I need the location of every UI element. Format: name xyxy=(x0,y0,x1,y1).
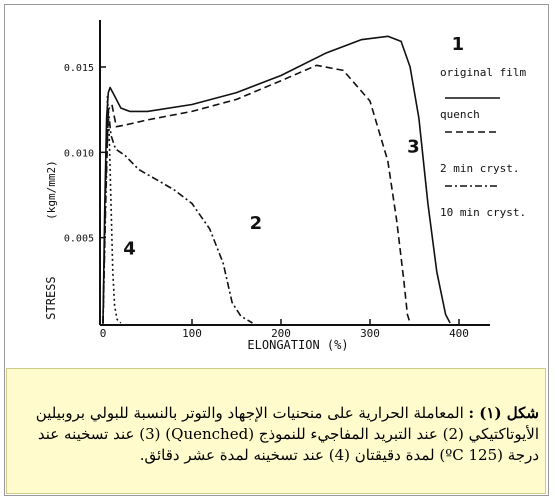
caption-body: المعاملة الحرارية على منحنيات الإجهاد والتوتر بالنسبة للبولي بروبيلين الأيوتاكتيكي (2) عند التبريد المفاجيء للنموذج (Quenched) (3) عند تسخينه عند درجة (125 ºC) لمدة دقيقتان (4) عند تسخينه لمدة عشر دقائق. xyxy=(35,404,539,464)
y-tick-label: 0.005 xyxy=(63,233,94,245)
x-tick-label: 300 xyxy=(360,327,380,340)
curve-2 xyxy=(103,110,253,323)
chart-legend xyxy=(440,66,526,219)
curve-label-4: 4 xyxy=(123,238,136,260)
y-axis-label: STRESS xyxy=(44,276,58,320)
figure-caption xyxy=(6,368,546,494)
legend-label-1: original film xyxy=(440,66,527,79)
y-tick-label: 0.010 xyxy=(63,148,94,160)
curve-3 xyxy=(103,65,410,323)
curve-label-3: 3 xyxy=(407,136,420,158)
chart-curves xyxy=(103,36,450,323)
curve-label-1: 1 xyxy=(451,33,465,55)
x-tick-label: 100 xyxy=(182,327,202,340)
axis-ticks xyxy=(64,63,469,340)
legend-label-4: 10 min cryst. xyxy=(440,206,527,219)
curve-label-2: 2 xyxy=(249,213,263,235)
chart-axes xyxy=(100,20,490,325)
caption-text xyxy=(11,403,539,466)
y-tick-label: 0.015 xyxy=(63,63,94,74)
legend-label-3: 2 min cryst. xyxy=(440,162,520,175)
x-axis-label: ELONGATION (%) xyxy=(247,338,349,352)
x-tick-label: 200 xyxy=(271,327,291,340)
x-tick-label: 400 xyxy=(449,327,469,340)
curve-labels xyxy=(123,34,464,260)
y-axis-units: (kgm/mm2) xyxy=(45,160,58,220)
caption-label: شكل (١) : xyxy=(468,404,539,422)
legend-label-2: quench xyxy=(440,108,480,121)
x-tick-label: 0 xyxy=(99,327,107,340)
